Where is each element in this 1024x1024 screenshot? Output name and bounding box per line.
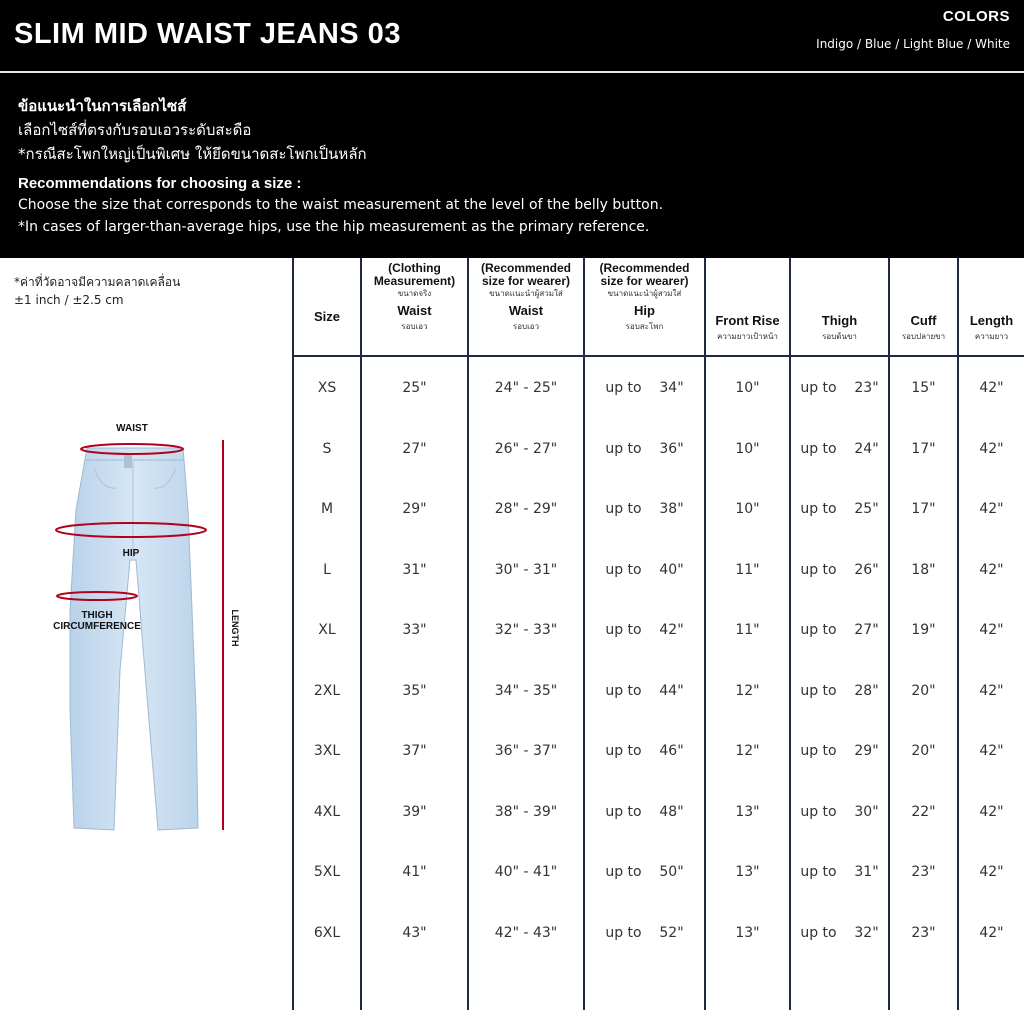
table-cell-size: 6XL [313, 924, 341, 941]
table-header-title: Size [313, 309, 340, 324]
table-header-cell [585, 262, 704, 352]
english-recommendation-line-1: Choose the size that corresponds to the waist measurement at the level of the belly button. [18, 197, 664, 213]
table-cell-cuff: 22" [911, 803, 936, 820]
table-cell-rec_waist: 36" - 37" [494, 743, 558, 759]
table-header-thai-note: ขนาดแนะนำผู้สวมใส่ [607, 289, 682, 298]
table-cell-hip: up to 48" [605, 803, 684, 820]
table-header-cell [706, 262, 789, 352]
table-header-thai-label: รอบเอว [512, 322, 540, 331]
table-cell-cuff: 20" [911, 682, 936, 699]
table-cell-waist: 29" [402, 501, 427, 517]
table-cell-rise: 12" [735, 743, 760, 759]
table-cell-rise: 13" [735, 924, 760, 941]
table-cell-waist: 41" [402, 864, 427, 880]
table-cell-size: 4XL [313, 803, 341, 820]
table-header-cell [362, 262, 467, 352]
table-header-thai-label: รอบปลายขา [901, 332, 946, 341]
table-cell-rise: 10" [735, 440, 760, 457]
table-cell-hip: up to 34" [605, 380, 684, 396]
table-cell-hip: up to 52" [605, 924, 684, 941]
table-cell-waist: 43" [402, 924, 427, 941]
table-header-subtitle: (Recommended [599, 261, 690, 275]
table-cell-cuff: 19" [911, 622, 936, 638]
table-header-title: Length [969, 313, 1014, 328]
table-cell-rise: 10" [735, 380, 760, 396]
thigh-label-line-1: THIGH [81, 610, 113, 621]
table-header-title: Waist [397, 303, 432, 318]
table-header-cell [791, 262, 888, 352]
table-cell-waist: 33" [402, 622, 427, 638]
tolerance-note-thai: *ค่าที่วัดอาจมีความคลาดเคลื่อน [14, 275, 181, 289]
table-cell-thigh: up to 26" [800, 561, 879, 578]
table-cell-length: 42" [979, 501, 1004, 517]
table-cell-cuff: 23" [911, 864, 936, 880]
table-cell-hip: up to 50" [605, 864, 684, 880]
table-header-subtitle: (Recommended [480, 261, 572, 275]
table-cell-rec_waist: 26" - 27" [494, 440, 558, 457]
jeans-illustration [70, 448, 198, 830]
table-cell-hip: up to 44" [605, 682, 684, 699]
table-cell-size: M [320, 501, 334, 517]
table-cell-length: 42" [979, 682, 1004, 699]
table-cell-waist: 31" [402, 561, 427, 578]
table-header-thai-label: ความยาวเป้าหน้า [717, 332, 778, 341]
table-cell-size: XS [317, 380, 337, 396]
table-cell-length: 42" [979, 622, 1004, 638]
english-recommendation-heading: Recommendations for choosing a size : [18, 175, 302, 192]
jeans-measurement-diagram [40, 410, 260, 840]
table-header-title: Front Rise [715, 313, 780, 328]
table-cell-hip: up to 38" [605, 501, 684, 517]
table-cell-thigh: up to 32" [800, 924, 879, 941]
table-cell-rec_waist: 32" - 33" [494, 622, 558, 638]
table-cell-length: 42" [979, 380, 1004, 396]
table-cell-size: S [322, 440, 332, 457]
table-cell-thigh: up to 30" [800, 803, 879, 820]
table-header-cell [469, 262, 583, 352]
table-cell-rec_waist: 28" - 29" [494, 501, 558, 517]
table-header-thai-label: ความยาว [974, 332, 1009, 341]
table-cell-thigh: up to 25" [800, 501, 879, 517]
table-cell-rise: 13" [735, 803, 760, 820]
table-cell-thigh: up to 27" [800, 622, 879, 638]
table-header-title: Waist [508, 303, 544, 318]
table-cell-rec_waist: 34" - 35" [494, 682, 558, 699]
table-cell-cuff: 17" [911, 501, 936, 517]
table-cell-cuff: 20" [911, 743, 936, 759]
thai-recommendation-line-2: *กรณีสะโพกใหญ่เป็นพิเศษ ให้ยึดขนาดสะโพกเป็นหลัก [18, 145, 367, 163]
table-cell-length: 42" [979, 924, 1004, 941]
table-cell-thigh: up to 31" [800, 864, 879, 880]
table-header-subtitle: Measurement) [373, 274, 456, 288]
table-cell-size: 3XL [313, 743, 341, 759]
table-header-cell [890, 262, 957, 352]
hip-label: HIP [122, 548, 140, 559]
table-cell-size: XL [318, 622, 336, 638]
table-header-title: Cuff [910, 313, 937, 328]
length-label: LENGTH [230, 609, 240, 647]
table-cell-size: 5XL [313, 864, 341, 880]
colors-heading: COLORS [942, 8, 1010, 25]
table-cell-rec_waist: 38" - 39" [494, 803, 558, 820]
table-cell-length: 42" [979, 803, 1004, 820]
table-cell-waist: 37" [402, 743, 427, 759]
table-cell-rec_waist: 40" - 41" [494, 864, 558, 880]
table-cell-cuff: 17" [911, 440, 936, 457]
table-cell-length: 42" [979, 440, 1004, 457]
table-cell-hip: up to 42" [605, 622, 684, 638]
table-header-thai-note: ขนาดแนะนำผู้สวมใส่ [489, 289, 563, 298]
table-cell-thigh: up to 23" [800, 380, 879, 396]
table-cell-waist: 35" [402, 682, 427, 699]
table-header-thai-note: ขนาดจริง [397, 289, 432, 298]
table-cell-rise: 12" [735, 682, 760, 699]
thai-recommendation-heading: ข้อแนะนำในการเลือกไซส์ [18, 97, 187, 115]
table-cell-cuff: 15" [911, 380, 936, 396]
table-cell-size: L [323, 561, 331, 578]
table-header-thai-label: รอบเอว [401, 322, 428, 331]
header-banner [0, 0, 1024, 258]
waist-label: WAIST [116, 423, 148, 434]
table-header-subtitle: (Clothing [388, 261, 441, 275]
colors-list: Indigo / Blue / Light Blue / White [816, 37, 1010, 51]
tolerance-note-values: ±1 inch / ±2.5 cm [14, 293, 124, 307]
table-cell-thigh: up to 29" [800, 743, 879, 759]
table-header-subtitle: size for wearer) [481, 274, 571, 288]
table-cell-cuff: 18" [911, 561, 936, 578]
table-cell-size: 2XL [313, 682, 341, 699]
product-title: SLIM MID WAIST JEANS 03 [14, 18, 401, 50]
table-cell-rise: 13" [735, 864, 760, 880]
table-cell-rise: 11" [735, 561, 760, 578]
table-cell-length: 42" [979, 864, 1004, 880]
table-header-subtitle: size for wearer) [600, 274, 689, 288]
table-cell-waist: 25" [402, 380, 427, 396]
table-header-divider [293, 355, 1024, 357]
table-cell-rise: 10" [735, 501, 760, 517]
table-header-title: Thigh [821, 313, 858, 328]
header-divider [0, 71, 1024, 73]
table-header-title: Hip [634, 303, 655, 318]
table-cell-cuff: 23" [911, 924, 936, 941]
table-cell-thigh: up to 28" [800, 682, 879, 699]
thai-recommendation-line-1: เลือกไซส์ที่ตรงกับรอบเอวระดับสะดือ [18, 121, 252, 139]
table-cell-rec_waist: 24" - 25" [494, 380, 558, 396]
table-cell-length: 42" [979, 743, 1004, 759]
thigh-label-line-2: CIRCUMFERENCE [53, 621, 141, 632]
table-cell-length: 42" [979, 561, 1004, 578]
table-cell-rise: 11" [735, 622, 760, 638]
table-cell-waist: 39" [402, 803, 427, 820]
table-cell-rec_waist: 30" - 31" [494, 561, 558, 578]
table-header-cell [959, 262, 1024, 352]
table-header-thai-label: รอบสะโพก [625, 322, 664, 331]
english-recommendation-line-2: *In cases of larger-than-average hips, use the hip measurement as the primary reference. [18, 219, 650, 235]
table-cell-waist: 27" [402, 440, 427, 457]
table-cell-hip: up to 36" [605, 440, 684, 457]
table-cell-hip: up to 40" [605, 561, 684, 578]
table-cell-rec_waist: 42" - 43" [494, 924, 558, 941]
table-header-thai-label: รอบต้นขา [822, 332, 857, 341]
table-cell-hip: up to 46" [605, 743, 684, 759]
table-cell-thigh: up to 24" [800, 440, 879, 457]
table-header-cell [294, 262, 360, 352]
